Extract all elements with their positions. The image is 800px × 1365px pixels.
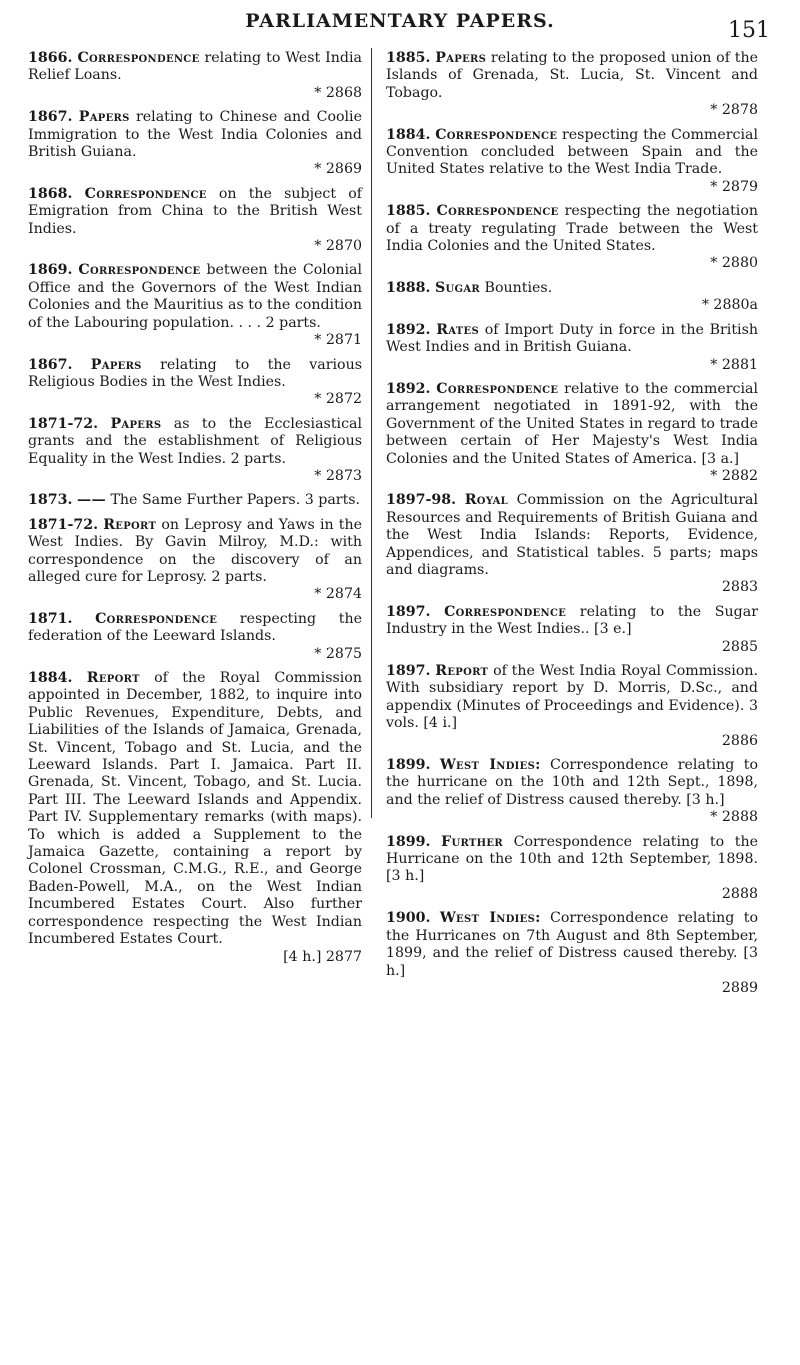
entry-text: relative to the commercial arrangement negotiated in 1891-92, with the Government of the United States in regard to trade between certain of Her Majesty's West India Colonies and the United States of America. [3 a.] bbox=[386, 380, 758, 467]
entry-text: Bounties. bbox=[484, 279, 553, 296]
entry-title: Correspondence bbox=[95, 610, 218, 627]
entry-title: Report bbox=[435, 663, 489, 679]
catalogue-entry bbox=[28, 186, 362, 256]
catalogue-entry bbox=[28, 611, 362, 663]
entry-reference: * 2871 bbox=[314, 332, 362, 349]
entry-year: 1897. bbox=[386, 663, 431, 679]
entry-title: Papers bbox=[435, 50, 487, 66]
entry-reference: * 2879 bbox=[710, 178, 758, 195]
catalogue-entry bbox=[28, 670, 362, 966]
entry-year: 1866. bbox=[28, 50, 73, 66]
entry-year: 1900. bbox=[386, 910, 431, 927]
entry-reference: * 2880 bbox=[710, 255, 758, 272]
entry-title: Correspondence bbox=[436, 203, 559, 220]
catalogue-entry bbox=[386, 322, 758, 374]
catalogue-entry bbox=[386, 910, 758, 997]
entry-title: Correspondence bbox=[444, 603, 567, 620]
catalogue-entry bbox=[28, 109, 362, 179]
entry-title: Correspondence bbox=[435, 126, 558, 143]
entry-text: respecting the federation of the Leeward Islands. bbox=[28, 610, 362, 645]
entry-text: relating to the Sugar Industry in the West Indies.. [3 e.] bbox=[386, 603, 758, 638]
entry-reference: 2886 bbox=[721, 732, 758, 749]
entry-text: Correspondence relating to the Hurricane on the 10th and 12th September, 1898. [3 h.] bbox=[386, 833, 759, 885]
entry-title: Report bbox=[86, 670, 140, 686]
catalogue-entry bbox=[28, 492, 362, 509]
catalogue-entry bbox=[386, 604, 758, 656]
entry-title: Report bbox=[103, 516, 157, 533]
entry-text: relating to Chinese and Coolie Immigration to the West India Colonies and British Guiana. bbox=[28, 109, 362, 161]
entry-title: West Indies: bbox=[439, 757, 541, 774]
entry-text: Correspondence relating to the Hurricanes on 7th August and 8th September, 1899, and the relief of Distress caused thereby. [3 h.] bbox=[386, 910, 758, 979]
entry-year: 1899. bbox=[386, 833, 431, 850]
entry-year: 1871. bbox=[28, 610, 73, 627]
entry-year: 1884. bbox=[386, 126, 431, 143]
entry-reference: * 2875 bbox=[314, 645, 362, 662]
catalogue-entry bbox=[28, 357, 362, 409]
catalogue-entry bbox=[28, 416, 362, 486]
entry-reference: 2889 bbox=[721, 979, 758, 996]
entry-reference: 2883 bbox=[721, 579, 758, 596]
entry-text: respecting the Commercial Convention concluded between Spain and the United States relative to the West India Trade. bbox=[386, 126, 759, 178]
entry-text: relating to the various Religious Bodies in the West Indies. bbox=[28, 356, 362, 390]
running-title: PARLIAMENTARY PAPERS. bbox=[245, 10, 555, 32]
entry-year: 1899. bbox=[386, 757, 431, 774]
entry-reference: * 2869 bbox=[314, 161, 362, 178]
catalogue-entry bbox=[386, 757, 758, 827]
entry-title: Correspondence bbox=[84, 185, 207, 202]
entry-year: 1885. bbox=[386, 203, 431, 220]
entry-reference: 2885 bbox=[721, 638, 758, 655]
entry-reference: * 2878 bbox=[710, 102, 758, 119]
entry-title: —— bbox=[76, 492, 106, 509]
catalogue-entry bbox=[28, 262, 362, 349]
entry-year: 1892. bbox=[386, 321, 431, 338]
right-column bbox=[386, 50, 758, 1004]
entry-text: on the subject of Emigration from China to the British West Indies. bbox=[28, 185, 362, 237]
entry-year: 1888. bbox=[386, 279, 431, 296]
entry-text: between the Colonial Office and the Governors of the West Indian Colonies and the Mauritius as to the condition of the Labouring population. . . . 2 parts. bbox=[28, 262, 362, 331]
entry-text: The Same Further Papers. 3 parts. bbox=[110, 492, 361, 509]
entry-text: of Import Duty in force in the British West Indies and in British Guiana. bbox=[386, 321, 758, 356]
entry-year: 1885. bbox=[386, 50, 431, 66]
page-number: 151 bbox=[728, 18, 770, 43]
catalogue-entry bbox=[28, 517, 362, 604]
entry-text: relating to West India Relief Loans. bbox=[28, 50, 362, 84]
catalogue-entry bbox=[386, 381, 758, 485]
entry-text: as to the Ecclesiastical grants and the establishment of Religious Equality in the West Indies. 2 parts. bbox=[28, 415, 363, 467]
entry-title: Further bbox=[441, 833, 503, 850]
entry-title: Rates bbox=[436, 321, 479, 338]
catalogue-entry bbox=[28, 50, 362, 102]
entry-year: 1897-98. bbox=[386, 492, 457, 509]
entry-reference: * 2868 bbox=[314, 84, 362, 101]
catalogue-entry bbox=[386, 203, 758, 273]
entry-reference: * 2880a bbox=[701, 297, 758, 314]
entry-text: of the West India Royal Commission. With subsidiary report by D. Morris, D.Sc., and appendix (Minutes of Proceedings and Evidence). 3 vols. [4 i.] bbox=[386, 663, 759, 732]
entry-year: 1897. bbox=[386, 603, 431, 620]
left-column bbox=[28, 50, 362, 973]
entry-year: 1892. bbox=[386, 380, 431, 397]
entry-year: 1871-72. bbox=[28, 516, 99, 533]
entry-reference: 2888 bbox=[721, 885, 758, 902]
page-header bbox=[0, 8, 800, 48]
entry-title: Papers bbox=[78, 109, 130, 126]
catalogue-entry bbox=[386, 492, 758, 596]
entry-reference: * 2888 bbox=[710, 809, 758, 826]
entry-text: relating to the proposed union of the Islands of Grenada, St. Lucia, St. Vincent and Tobago. bbox=[386, 50, 758, 101]
entry-title: Correspondence bbox=[77, 50, 200, 66]
entry-text: Correspondence relating to the hurricane on the 10th and 12th Sept., 1898, and the relief of Distress caused thereby. [3 h.] bbox=[386, 757, 758, 808]
entry-reference: [4 h.] 2877 bbox=[283, 948, 362, 965]
catalogue-entry bbox=[386, 663, 758, 750]
entry-title: Papers bbox=[110, 415, 162, 432]
catalogue-entry bbox=[386, 834, 758, 904]
entry-year: 1884. bbox=[28, 670, 73, 686]
entry-text: of the Royal Commission appointed in December, 1882, to inquire into Public Revenues, Expenditure, Debts, and Liabilities of the Islands of Jamaica, Grenada, St. Vincent, Tobago and St. Lucia, and the Leeward Islands. Part I. Jamaica. Part II. Grenada, St. Vincent, Tobago, and St. Lucia. Part III. The Leeward Islands and Appendix. Part IV. Supplementary remarks (with maps). To which is added a Supplement to the Jamaica Gazette, containing a report by Colonel Crossman, C.M.G., R.E., and George Baden-Powell, M.A., on the West Indian Incumbered Estates Court. Also further correspondence respecting the West Indian Incumbered Estates Court. bbox=[28, 670, 362, 948]
entry-title: West Indies: bbox=[439, 910, 541, 927]
entry-year: 1867. bbox=[28, 109, 73, 126]
entry-reference: * 2873 bbox=[314, 467, 362, 484]
column-divider bbox=[371, 48, 372, 818]
entry-text: respecting the negotiation of a treaty regulating Trade between the West India Colonies and the United States. bbox=[386, 203, 759, 255]
catalogue-entry bbox=[386, 127, 758, 197]
catalogue-entry bbox=[386, 280, 758, 315]
catalogue-entry bbox=[386, 50, 758, 120]
entry-reference: * 2870 bbox=[314, 238, 362, 255]
entry-text: Commission on the Agricultural Resources and Requirements of British Guiana and the West India Islands: Reports, Evidence, Appendices, and Statistical tables. 5 parts; maps and diagrams. bbox=[386, 492, 759, 578]
entry-text: on Leprosy and Yaws in the West Indies. By Gavin Milroy, M.D.: with correspondence on the discovery of an alleged cure for Leprosy. 2 parts. bbox=[28, 516, 362, 585]
entry-title: Correspondence bbox=[78, 262, 201, 279]
entry-year: 1871-72. bbox=[28, 415, 99, 432]
entry-year: 1868. bbox=[28, 185, 73, 202]
entry-reference: * 2874 bbox=[314, 586, 362, 603]
entry-title: Royal bbox=[464, 492, 509, 509]
entry-title: Papers bbox=[90, 356, 142, 373]
entry-title: Sugar bbox=[434, 279, 481, 296]
entry-year: 1869. bbox=[28, 262, 73, 279]
entry-reference: * 2881 bbox=[710, 356, 758, 373]
entry-year: 1873. bbox=[28, 492, 73, 509]
entry-reference: * 2872 bbox=[314, 391, 362, 408]
entry-title: Correspondence bbox=[436, 380, 559, 397]
entry-reference: * 2882 bbox=[710, 467, 758, 484]
entry-year: 1867. bbox=[28, 356, 73, 373]
